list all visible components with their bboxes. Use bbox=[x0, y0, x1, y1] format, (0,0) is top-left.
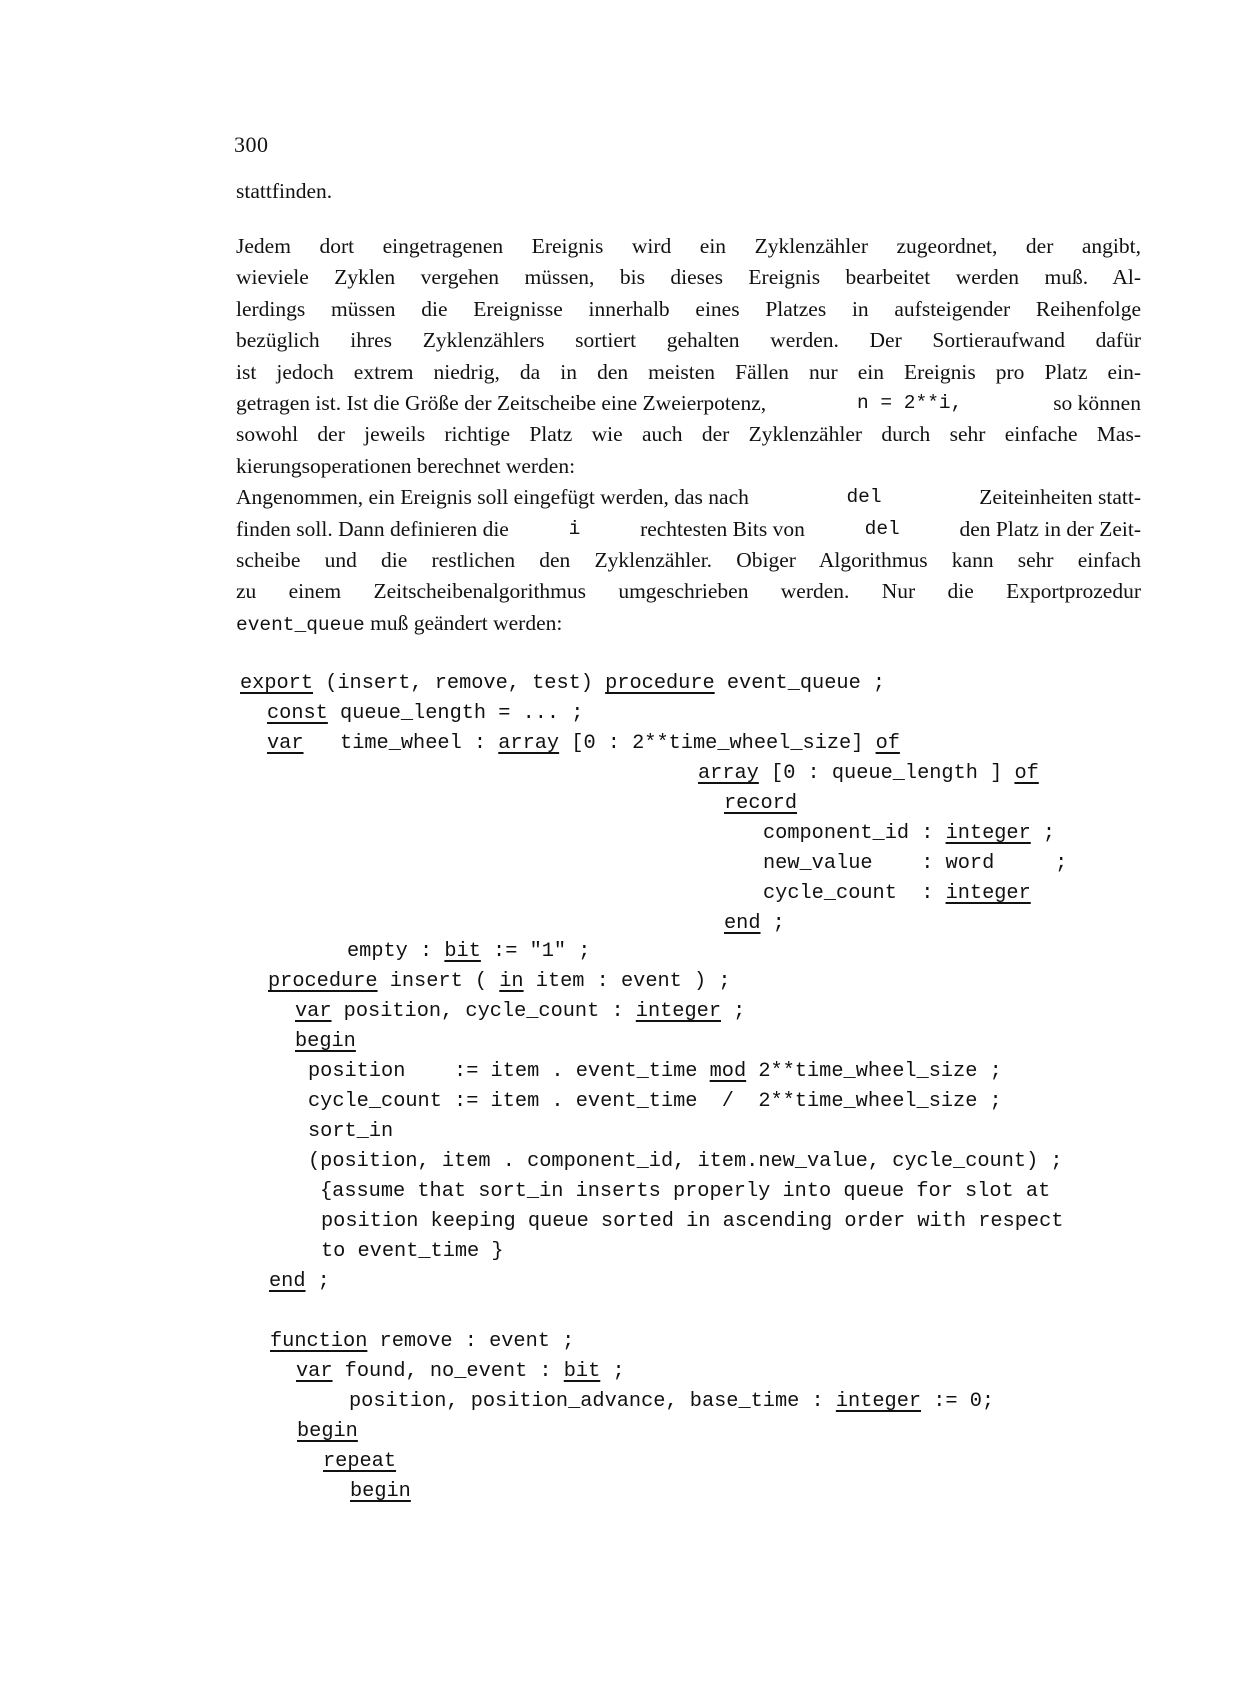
code-text: [0 : queue_length ] bbox=[758, 762, 1015, 785]
code-text: 2**time_wheel_size ; bbox=[746, 1060, 1002, 1083]
keyword: mod bbox=[709, 1060, 747, 1083]
code-text: ; bbox=[305, 1270, 330, 1293]
text-line: stattfinden. bbox=[236, 179, 333, 203]
inline-code: del bbox=[846, 486, 882, 509]
keyword: end bbox=[724, 912, 761, 935]
code-line bbox=[267, 732, 900, 756]
keyword: end bbox=[269, 1270, 306, 1293]
page-number: 300 bbox=[234, 132, 269, 157]
keyword: repeat bbox=[323, 1450, 397, 1473]
keyword: procedure bbox=[605, 672, 715, 695]
code-line bbox=[308, 1060, 1002, 1084]
text-fragment: getragen ist. Ist die Größe der Zeitscheibe eine Zweierpotenz, bbox=[236, 390, 767, 415]
code-line bbox=[240, 672, 885, 696]
code-line bbox=[295, 1000, 745, 1024]
code-line bbox=[267, 702, 583, 726]
code-text: ; bbox=[1030, 822, 1056, 845]
text-line: Jedem dort eingetragenen Ereignis wird ein Zyklenzähler zugeordnet, der angibt, bbox=[236, 234, 1141, 258]
code-line bbox=[763, 882, 1031, 906]
code-text: position, position_advance, base_time : bbox=[349, 1390, 836, 1413]
code-text: component_id : bbox=[763, 822, 946, 845]
keyword: export bbox=[240, 672, 314, 695]
code-line bbox=[295, 1030, 356, 1054]
inline-code: del bbox=[864, 517, 900, 540]
text-fragment: muß geändert werden: bbox=[370, 610, 563, 635]
keyword: const bbox=[267, 702, 328, 725]
text-fragment: so können bbox=[1053, 390, 1141, 415]
code-text: position keeping queue sorted in ascending order with respect bbox=[321, 1210, 1064, 1233]
code-text: remove : event ; bbox=[367, 1330, 575, 1353]
text-line: sowohl der jeweils richtige Platz wie auch der Zyklenzähler durch sehr einfache Mas- bbox=[236, 422, 1141, 447]
keyword: bit bbox=[563, 1360, 601, 1383]
inline-code: n = 2**i, bbox=[856, 391, 963, 414]
keyword: function bbox=[270, 1330, 368, 1353]
code-text: insert ( bbox=[377, 970, 500, 993]
text-line: lerdings müssen die Ereignisse innerhalb eines Platzes in aufsteigender Reihenfolge bbox=[236, 296, 1141, 321]
code-comment-line bbox=[320, 1180, 1050, 1204]
text-line: bezüglich ihres Zyklenzählers sortiert gehalten werden. Der Sortieraufwand dafür bbox=[236, 328, 1141, 353]
code-line bbox=[724, 912, 785, 936]
keyword: array bbox=[498, 732, 560, 755]
code-text: := 0; bbox=[921, 1390, 995, 1413]
code-text: cycle_count : bbox=[763, 882, 946, 905]
text-fragment: Angenommen, ein Ereignis soll eingefügt werden, das nach bbox=[236, 485, 749, 510]
keyword: var bbox=[267, 732, 304, 755]
code-text: sort_in bbox=[308, 1120, 394, 1143]
code-line bbox=[296, 1360, 625, 1384]
code-line bbox=[270, 1330, 574, 1354]
code-line bbox=[349, 1390, 994, 1414]
text-line: zu einem Zeitscheibenalgorithmus umgeschrieben werden. Nur die Exportprozedur bbox=[236, 579, 1141, 604]
code-text: to event_time } bbox=[321, 1240, 504, 1263]
keyword: var bbox=[295, 1000, 332, 1023]
text-line: wieviele Zyklen vergehen müssen, bis dieses Ereignis bearbeitet werden muß. Al- bbox=[236, 265, 1141, 290]
code-line bbox=[350, 1480, 411, 1504]
code-comment-line bbox=[321, 1210, 1063, 1234]
keyword: integer bbox=[635, 1000, 721, 1023]
keyword: integer bbox=[945, 882, 1031, 905]
keyword: in bbox=[499, 970, 524, 993]
text-fragment: finden soll. Dann definieren die bbox=[236, 516, 509, 541]
keyword: begin bbox=[350, 1480, 411, 1503]
code-line bbox=[724, 792, 797, 816]
code-text: ; bbox=[760, 912, 785, 935]
code-text: position, cycle_count : bbox=[331, 1000, 636, 1023]
keyword: record bbox=[724, 792, 798, 815]
keyword: array bbox=[698, 762, 759, 785]
text-fragment: den Platz in der Zeit- bbox=[959, 516, 1141, 541]
code-line bbox=[268, 970, 731, 994]
keyword: integer bbox=[945, 822, 1031, 845]
code-text: ; bbox=[721, 1000, 746, 1023]
text-fragment: rechtesten Bits von bbox=[640, 516, 805, 541]
keyword: var bbox=[296, 1360, 333, 1383]
keyword: integer bbox=[835, 1390, 922, 1413]
code-text: (position, item . component_id, item.new_value, cycle_count) ; bbox=[308, 1150, 1063, 1173]
code-line bbox=[698, 762, 1039, 786]
keyword: begin bbox=[295, 1030, 356, 1053]
code-line bbox=[308, 1150, 1063, 1174]
code-text: cycle_count := item . event_time / 2**time_wheel_size ; bbox=[308, 1090, 1002, 1113]
code-line bbox=[308, 1120, 393, 1144]
code-comment-line bbox=[321, 1240, 504, 1264]
text-line: kierungsoperationen berechnet werden: bbox=[236, 453, 576, 478]
keyword: of bbox=[1014, 762, 1039, 785]
code-text: ; bbox=[600, 1360, 625, 1383]
text-line: ist jedoch extrem niedrig, da in den meisten Fällen nur ein Ereignis pro Platz ein- bbox=[236, 359, 1141, 384]
code-line bbox=[763, 852, 1067, 876]
text-line: scheibe und die restlichen den Zyklenzähler. Obiger Algorithmus kann sehr einfach bbox=[236, 547, 1141, 572]
code-line bbox=[763, 822, 1055, 846]
code-text: := "1" ; bbox=[480, 940, 591, 963]
keyword: begin bbox=[297, 1420, 358, 1443]
keyword: of bbox=[875, 732, 900, 755]
code-text: queue_length = ... ; bbox=[327, 702, 584, 725]
code-line bbox=[269, 1270, 330, 1294]
inline-code: i bbox=[568, 517, 581, 540]
code-text: [0 : 2**time_wheel_size] bbox=[559, 732, 876, 755]
code-line bbox=[297, 1420, 358, 1444]
code-text: (insert, remove, test) bbox=[313, 672, 606, 695]
code-text: new_value : word ; bbox=[763, 852, 1068, 875]
code-text: found, no_event : bbox=[332, 1360, 564, 1383]
code-line bbox=[323, 1450, 396, 1474]
code-text: empty : bbox=[347, 940, 445, 963]
code-text: item : event ) ; bbox=[523, 970, 731, 993]
code-text: event_queue ; bbox=[714, 672, 886, 695]
code-line bbox=[308, 1090, 1002, 1114]
code-text: {assume that sort_in inserts properly into queue for slot at bbox=[320, 1180, 1051, 1203]
inline-code: event_queue bbox=[236, 613, 365, 636]
code-text: position := item . event_time bbox=[308, 1060, 710, 1083]
keyword: procedure bbox=[268, 970, 378, 993]
code-line bbox=[347, 940, 590, 964]
text-fragment: Zeiteinheiten statt- bbox=[979, 485, 1141, 510]
code-text: time_wheel : bbox=[303, 732, 499, 755]
keyword: bit bbox=[444, 940, 481, 963]
